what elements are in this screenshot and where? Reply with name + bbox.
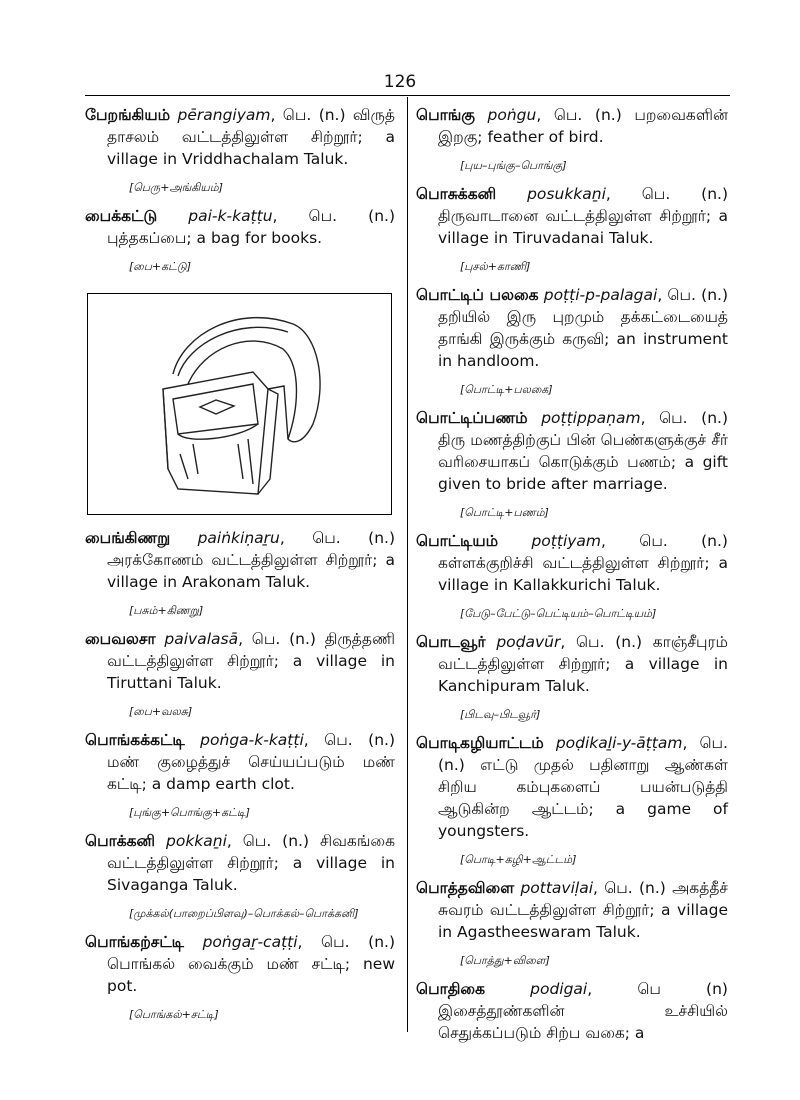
entry bbox=[85, 527, 395, 619]
etymology: [பேடு–பேட்டு–பெட்டியம்–பொட்டியம்] bbox=[460, 607, 657, 620]
gloss: , பெ. (n.) பறவைகளின் இறகு; feather of bird. bbox=[438, 106, 728, 146]
right-column bbox=[416, 104, 728, 1044]
gloss: , பெ. (n.) புத்தகப்பை; a bag for books. bbox=[107, 207, 395, 247]
bag-illustration bbox=[88, 294, 393, 516]
transliteration: paiṅkiṇaṟu bbox=[197, 529, 280, 547]
headword: பொடிகழியாட்டம் bbox=[416, 734, 544, 752]
headword: பொட்டிப் பலகை bbox=[416, 286, 539, 304]
headword: பைவலசா bbox=[85, 630, 156, 648]
headword: பொடவூர் bbox=[416, 633, 486, 651]
headword: பைக்கட்டு bbox=[85, 207, 158, 225]
entry bbox=[416, 978, 728, 1044]
transliteration: poṅgu bbox=[487, 106, 537, 124]
entry bbox=[416, 183, 728, 275]
headword: பொக்கனி bbox=[85, 832, 156, 850]
entry bbox=[416, 732, 728, 868]
headword: பொசுக்கனி bbox=[416, 185, 497, 203]
entry bbox=[85, 729, 395, 821]
etymology: [பசும்+கிணறு] bbox=[129, 604, 204, 617]
headword: பொங்கற்சட்டி bbox=[85, 933, 184, 951]
transliteration: poḍavūr bbox=[496, 633, 561, 651]
etymology: [புசல்+காணி] bbox=[460, 260, 531, 273]
entry bbox=[416, 631, 728, 723]
gloss: , பெ (n) இசைத்தூண்களின் உச்சியில் செதுக்கப்படும் சிற்ப வகை; a bbox=[438, 980, 728, 1042]
transliteration: poṭṭi-p-palagai bbox=[543, 286, 658, 304]
column-divider bbox=[407, 97, 408, 1032]
transliteration: pokkaṉi bbox=[166, 832, 227, 850]
etymology: [புய–புங்கு–பொங்கு] bbox=[460, 159, 567, 172]
transliteration: poṭṭiyam bbox=[531, 532, 602, 550]
left-column bbox=[85, 104, 395, 1032]
transliteration: posukkaṉi bbox=[527, 185, 606, 203]
headword: பொத்தவிளை bbox=[416, 879, 515, 897]
gloss: , பெ. (n.) திரு மணத்திற்குப் பின் பெண்களுக்குச் சீர் வரிசையாகப் கொடுக்கும் பணம்; a gift given to bride after marriage. bbox=[438, 409, 728, 493]
etymology: [பொங்கல்+சட்டி] bbox=[129, 1008, 219, 1021]
bag-illustration-figure bbox=[87, 293, 392, 515]
gloss: , பெ. (n.) பொங்கல் வைக்கும் மண் சட்டி; new pot. bbox=[107, 933, 395, 995]
etymology: [பொட்டி+பலகை] bbox=[460, 383, 553, 396]
headword: பொதிகை bbox=[416, 980, 485, 998]
etymology: [பொத்து+விளை] bbox=[460, 954, 550, 967]
headword: பொங்கு bbox=[416, 106, 475, 124]
gloss: , பெ. (n.) அகத்தீச் சுவரம் வட்டத்திலுள்ள சிற்றூர்; a village in Agastheeswaram Taluk. bbox=[438, 879, 728, 941]
gloss: , பெ. (n.) விருத் தாசலம் வட்டத்திலுள்ள சிற்றூர்; a village in Vriddhachalam Taluk. bbox=[107, 106, 395, 168]
entry bbox=[85, 830, 395, 922]
gloss: , பெ. (n.) தறியில் இரு புறமும் தக்கட்டையைத் தாங்கி இருக்கும் கருவி; an instrument in handloom. bbox=[438, 286, 728, 370]
gloss: , பெ. (n.) திருத்தணி வட்டத்திலுள்ள சிற்றூர்; a village in Tiruttani Taluk. bbox=[107, 630, 395, 692]
headword: பொட்டிப்பணம் bbox=[416, 409, 528, 427]
entry bbox=[416, 530, 728, 622]
gloss: , பெ. (n.) அரக்கோணம் வட்டத்திலுள்ள சிற்றூர்; a village in Arakonam Taluk. bbox=[107, 529, 395, 591]
headword: பொங்கக்கட்டி bbox=[85, 731, 185, 749]
transliteration: poṭṭippaṇam bbox=[541, 409, 641, 427]
entry bbox=[85, 104, 395, 196]
transliteration: paivalasā bbox=[164, 630, 239, 648]
page-number: 126 bbox=[383, 72, 417, 92]
headword: பொட்டியம் bbox=[416, 532, 499, 550]
entry bbox=[416, 407, 728, 521]
transliteration: pottaviḷai bbox=[520, 879, 594, 897]
entry bbox=[85, 931, 395, 1023]
headword: பேறங்கியம் bbox=[85, 106, 171, 124]
headword: பைங்கிணறு bbox=[85, 529, 171, 547]
gloss: , பெ. (n.) காஞ்சீபுரம் வட்டத்திலுள்ள சிற்றூர்; a village in Kanchipuram Taluk. bbox=[438, 633, 728, 695]
entry bbox=[416, 877, 728, 969]
gloss: , பெ. (n.) கள்ளக்குறிச்சி வட்டத்திலுள்ள சிற்றூர்; a village in Kallakkurichi Taluk. bbox=[438, 532, 728, 594]
header-rule bbox=[85, 95, 730, 96]
transliteration: pērangiyam bbox=[177, 106, 271, 124]
transliteration: pai-k-kaṭṭu bbox=[188, 207, 273, 225]
etymology: [பை+கட்டு] bbox=[129, 260, 192, 273]
entry bbox=[416, 284, 728, 398]
entry bbox=[85, 628, 395, 720]
entry bbox=[85, 205, 395, 275]
entry bbox=[416, 104, 728, 174]
etymology: [புங்கு+பொங்கு+கட்டி] bbox=[129, 806, 250, 819]
gloss: , பெ. (n.) திருவாடானை வட்டத்திலுள்ள சிற்றூர்; a village in Tiruvadanai Taluk. bbox=[438, 185, 728, 247]
transliteration: poṅga-k-kaṭṭi bbox=[200, 731, 304, 749]
etymology: [பெரு+அங்கியம்] bbox=[129, 181, 223, 194]
transliteration: poḍikaḻi-y-āṭṭam bbox=[555, 734, 683, 752]
etymology: [பொட்டி+பணம்] bbox=[460, 506, 549, 519]
gloss: , பெ. (n.) எட்டு முதல் பதினாறு ஆண்கள் சிறிய கம்புகளைப் பயன்படுத்தி ஆடுகின்ற ஆட்டம்; a game of youngsters. bbox=[438, 734, 728, 840]
etymology: [பை+வலசு] bbox=[129, 705, 193, 718]
etymology: [பொடி+கழி+ஆட்டம்] bbox=[460, 853, 577, 866]
transliteration: poṅgaṟ-caṭṭi bbox=[202, 933, 298, 951]
etymology: [முக்கல்(பாறைப்பிளவு)–பொக்கல்–பொக்கனி] bbox=[129, 907, 359, 920]
gloss: , பெ. (n.) சிவகங்கை வட்டத்திலுள்ள சிற்றூர்; a village in Sivaganga Taluk. bbox=[107, 832, 395, 894]
etymology: [பிடவு–பிடவூர்] bbox=[460, 708, 541, 721]
transliteration: podigai bbox=[530, 980, 588, 998]
gloss: , பெ. (n.) மண் குழைத்துச் செய்யப்படும் மண் கட்டி; a damp earth clot. bbox=[107, 731, 395, 793]
